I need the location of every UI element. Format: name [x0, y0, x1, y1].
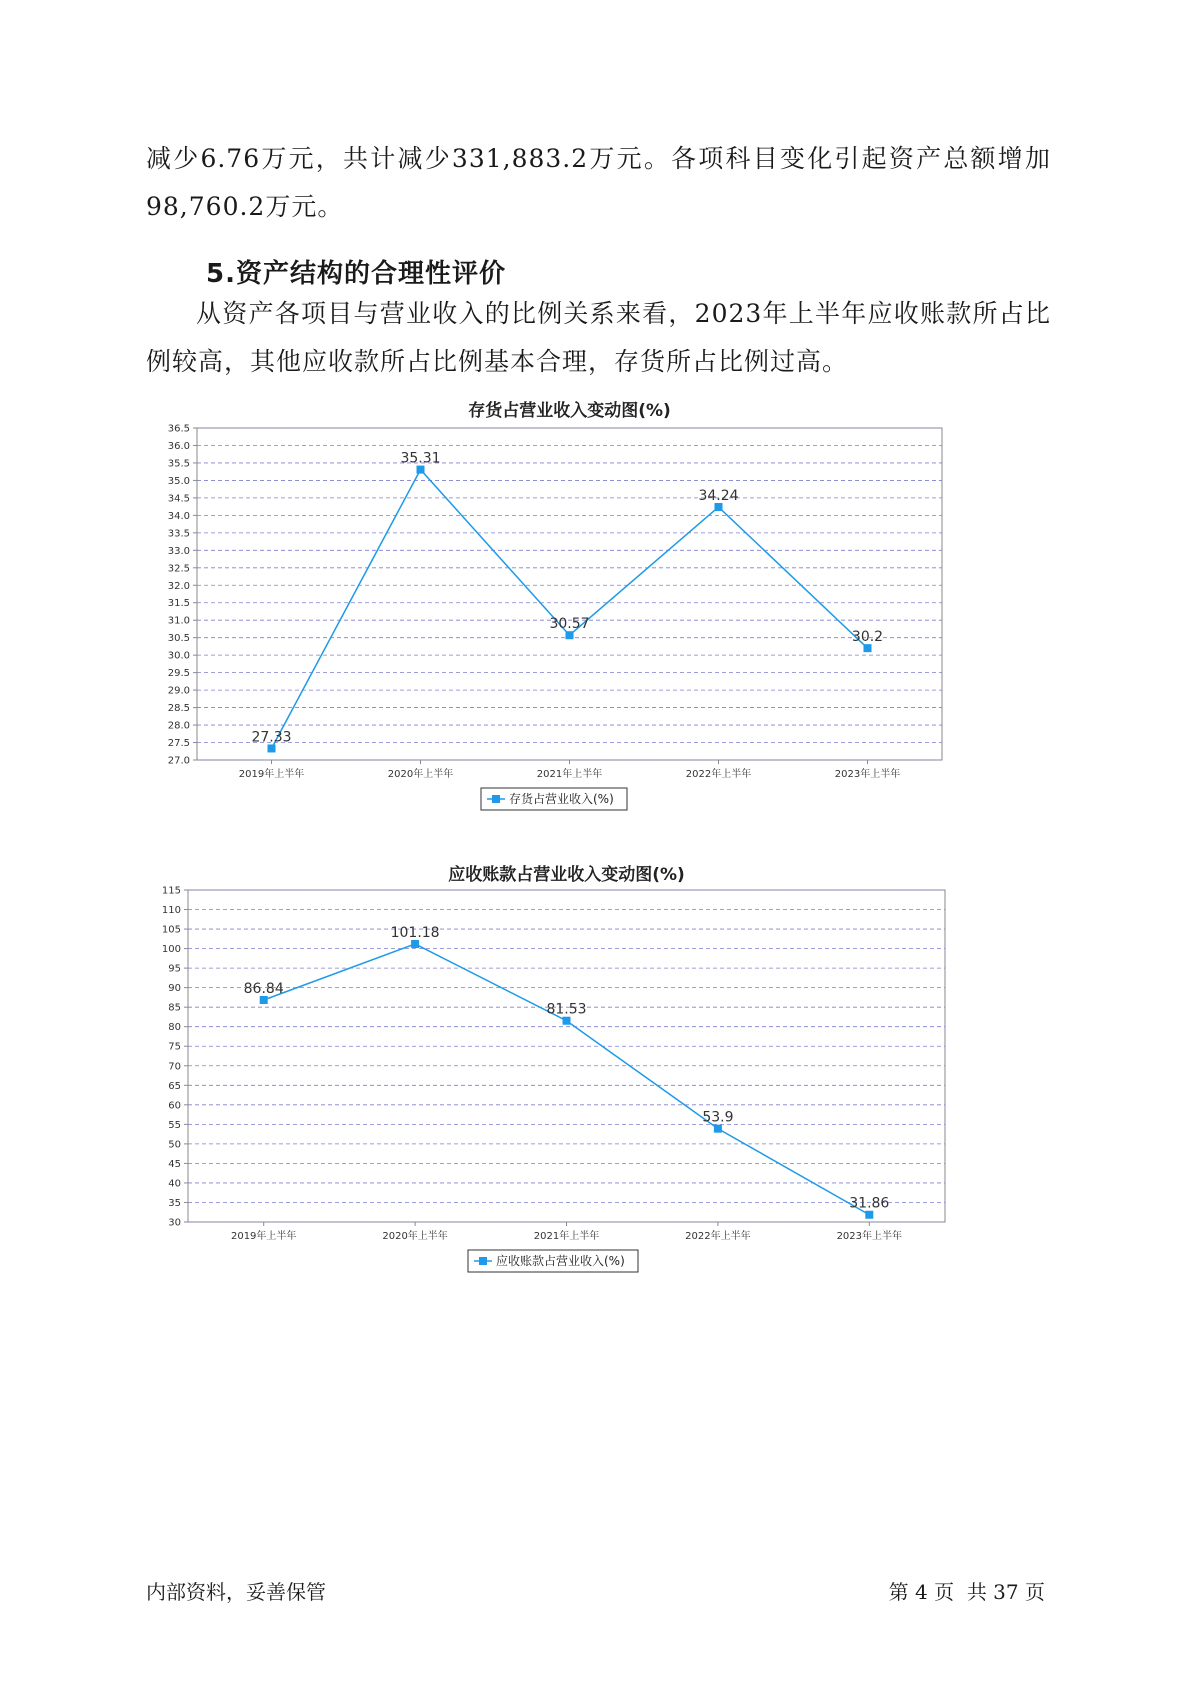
data-label: 27.33	[251, 729, 292, 746]
data-label: 35.31	[400, 450, 441, 467]
paragraph-asset-structure: 从资产各项目与营业收入的比例关系来看，2023年上半年应收账款所占比例较高，其他应收款所占比例基本合理，存货所占比例过高。	[146, 299, 1051, 376]
x-tick-label: 2021年上半年	[533, 1231, 600, 1242]
data-label: 30.57	[549, 616, 590, 633]
chart-title: 应收账款占营业收入变动图(%)	[448, 865, 685, 885]
data-label: 31.86	[849, 1195, 890, 1212]
y-tick-label: 105	[161, 924, 181, 936]
plot-area	[188, 890, 945, 1222]
data-point-marker	[563, 1017, 571, 1025]
data-point-marker	[268, 744, 276, 752]
y-tick-label: 35.0	[167, 475, 190, 487]
data-point-marker	[865, 1211, 873, 1219]
y-tick-label: 27.0	[167, 755, 190, 767]
y-tick-label: 28.0	[167, 720, 190, 732]
data-label: 81.53	[546, 1001, 587, 1018]
y-tick-label: 32.5	[167, 563, 190, 575]
receivables-ratio-chart	[150, 858, 1050, 1278]
y-tick-label: 30.0	[167, 650, 190, 662]
x-tick-label: 2020年上半年	[387, 769, 454, 780]
data-point-marker	[715, 503, 723, 511]
inventory-ratio-chart	[150, 398, 1050, 818]
y-tick-label: 35	[168, 1197, 181, 1209]
y-tick-label: 28.5	[167, 703, 190, 715]
y-tick-label: 29.0	[167, 685, 190, 697]
y-tick-label: 60	[168, 1100, 181, 1112]
y-tick-label: 32.0	[167, 580, 190, 592]
y-tick-label: 34.0	[167, 510, 190, 522]
y-tick-label: 36.0	[167, 440, 190, 452]
y-tick-label: 29.5	[167, 668, 190, 680]
section-heading: 5.资产结构的合理性评价	[206, 259, 506, 289]
y-tick-label: 75	[168, 1041, 181, 1053]
data-point-marker	[864, 644, 872, 652]
data-point-marker	[417, 466, 425, 474]
receivables-ratio-chart-svg	[150, 858, 1050, 1278]
y-tick-label: 33.0	[167, 545, 190, 557]
y-tick-label: 115	[161, 885, 181, 897]
y-tick-label: 65	[168, 1080, 181, 1092]
y-tick-label: 55	[168, 1119, 181, 1131]
x-tick-label: 2019年上半年	[230, 1231, 297, 1242]
y-tick-label: 35.5	[167, 458, 190, 470]
inventory-ratio-chart-svg	[150, 398, 1050, 818]
data-point-marker	[566, 631, 574, 639]
data-label: 53.9	[702, 1109, 734, 1126]
plot-area	[197, 428, 942, 760]
x-tick-label: 2022年上半年	[685, 1231, 751, 1242]
legend-marker-swatch	[492, 795, 500, 803]
data-label: 34.24	[698, 487, 739, 504]
y-tick-label: 45	[168, 1158, 181, 1170]
x-tick-label: 2019年上半年	[238, 769, 305, 780]
x-tick-label: 2023年上半年	[836, 1231, 903, 1242]
x-tick-label: 2020年上半年	[382, 1231, 448, 1242]
y-tick-label: 110	[161, 905, 181, 917]
y-tick-label: 80	[168, 1022, 181, 1034]
y-tick-label: 95	[168, 963, 181, 975]
legend-label: 存货占营业收入(%)	[509, 792, 614, 806]
legend-marker-swatch	[479, 1257, 487, 1265]
paragraph-asset-change: 减少6.76万元，共计减少331,883.2万元。各项科目变化引起资产总额增加98,760.2万元。	[146, 144, 1051, 221]
footer-page-number: 第 4 页 共 37 页	[888, 1580, 1045, 1604]
y-tick-label: 36.5	[167, 423, 190, 435]
legend-label: 应收账款占营业收入(%)	[496, 1254, 625, 1268]
y-tick-label: 34.5	[167, 493, 190, 505]
data-point-marker	[714, 1125, 722, 1133]
y-tick-label: 30	[168, 1217, 181, 1229]
chart-title: 存货占营业收入变动图(%)	[468, 401, 671, 421]
data-point-marker	[260, 996, 268, 1004]
y-tick-label: 85	[168, 1002, 181, 1014]
footer-confidential-note: 内部资料，妥善保管	[146, 1580, 326, 1604]
x-tick-label: 2022年上半年	[685, 769, 752, 780]
data-label: 30.2	[851, 629, 884, 646]
y-tick-label: 70	[168, 1061, 181, 1073]
y-tick-label: 27.5	[167, 738, 190, 750]
y-tick-label: 100	[161, 944, 181, 956]
x-tick-label: 2023年上半年	[834, 769, 901, 780]
data-point-marker	[411, 940, 419, 948]
y-tick-label: 30.5	[167, 633, 190, 645]
y-tick-label: 33.5	[167, 528, 190, 540]
data-label: 101.18	[390, 924, 440, 941]
x-tick-label: 2021年上半年	[536, 769, 603, 780]
y-tick-label: 31.5	[167, 598, 190, 610]
y-tick-label: 40	[168, 1178, 181, 1190]
data-label: 86.84	[243, 980, 284, 997]
y-tick-label: 50	[168, 1139, 181, 1151]
y-tick-label: 31.0	[167, 615, 190, 627]
y-tick-label: 90	[168, 983, 181, 995]
